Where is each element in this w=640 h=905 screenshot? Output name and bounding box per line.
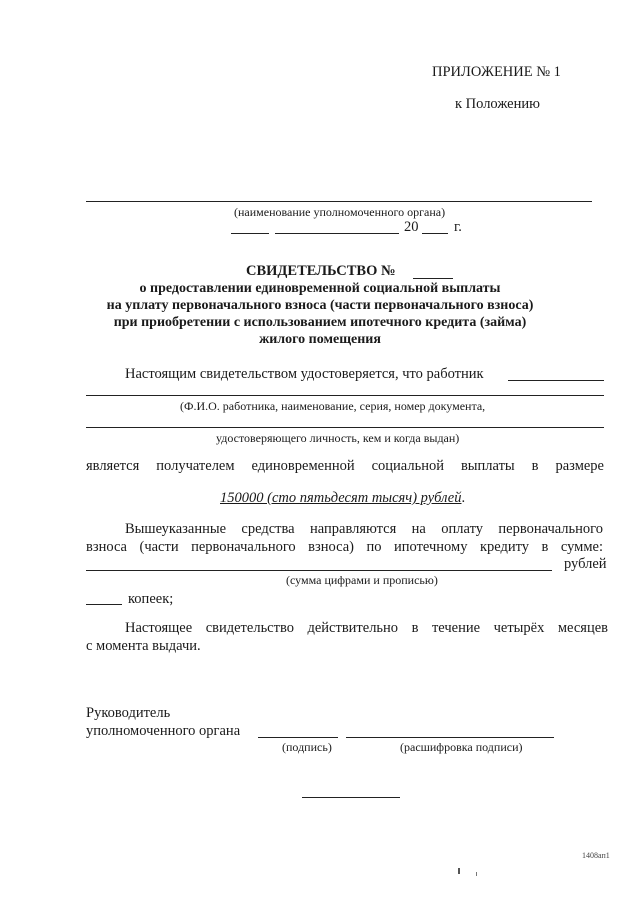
date-year-line — [422, 233, 448, 234]
certificate-number-line — [413, 278, 453, 279]
rubles-label: рублей — [564, 556, 607, 572]
date-year-suffix: г. — [454, 219, 462, 235]
identity-document-caption: удостоверяющего личность, кем и когда выдан) — [216, 431, 460, 445]
funds-directed-line-2: взноса (части первоначального взноса) по ипотечному кредиту в сумме: — [86, 539, 603, 555]
head-label: Руководитель — [86, 705, 171, 721]
payment-amount — [220, 490, 465, 507]
appendix-number: ПРИЛОЖЕНИЕ № 1 — [432, 64, 561, 80]
identity-document-line — [86, 427, 604, 428]
funds-directed-line-1: Вышеуказанные средства направляются на оплату первоначального — [125, 521, 603, 537]
validity-line-2: с момента выдачи. — [86, 638, 201, 654]
document-code: 1408ап1 — [582, 851, 610, 860]
certify-text: Настоящим свидетельством удостоверяется, что работник — [125, 366, 484, 382]
title-line-4: при приобретении с использованием ипотечного кредита (займа) — [113, 315, 527, 330]
signature-caption: (подпись) — [282, 740, 332, 754]
payment-amount-value: 150000 (сто пятьдесят тысяч) рублей — [220, 490, 462, 506]
signature-decode-line — [346, 737, 554, 738]
certificate-title — [246, 263, 396, 280]
signature-decode-caption: (расшифровка подписи) — [400, 740, 523, 754]
kopecks-label: копеек; — [128, 591, 174, 607]
employee-name-caption: (Ф.И.О. работника, наименование, серия, номер документа, — [180, 399, 486, 413]
organ-name-line — [86, 201, 592, 202]
title-line-2: о предоставлении единовременной социальной выплаты — [139, 281, 501, 296]
title-line-5: жилого помещения — [259, 332, 381, 347]
date-month-line — [275, 233, 399, 234]
kopecks-line — [86, 604, 122, 605]
validity-line-1: Настоящее свидетельство действительно в течение четырёх месяцев — [125, 620, 608, 636]
regulation-reference: к Положению — [455, 96, 540, 112]
date-year-prefix: 20 — [404, 219, 419, 235]
date-day-line — [231, 233, 269, 234]
signature-line — [258, 737, 338, 738]
title-line-3: на уплату первоначального взноса (части первоначального взноса) — [106, 298, 534, 313]
scan-artifact — [476, 872, 477, 876]
certificate-title-text: СВИДЕТЕЛЬСТВО № — [246, 263, 396, 279]
employee-name-line-1 — [508, 380, 604, 381]
organ-name-caption: (наименование уполномоченного органа) — [234, 205, 446, 219]
scan-artifact — [458, 868, 460, 874]
organ-label: уполномоченного органа — [86, 723, 241, 739]
recipient-text: является получателем единовременной социальной выплаты в размере — [86, 458, 604, 474]
loan-sum-line — [86, 570, 552, 571]
employee-name-line-2 — [86, 395, 604, 396]
loan-sum-caption: (сумма цифрами и прописью) — [286, 573, 438, 587]
payment-amount-period: . — [461, 490, 466, 506]
bottom-line — [302, 797, 400, 798]
